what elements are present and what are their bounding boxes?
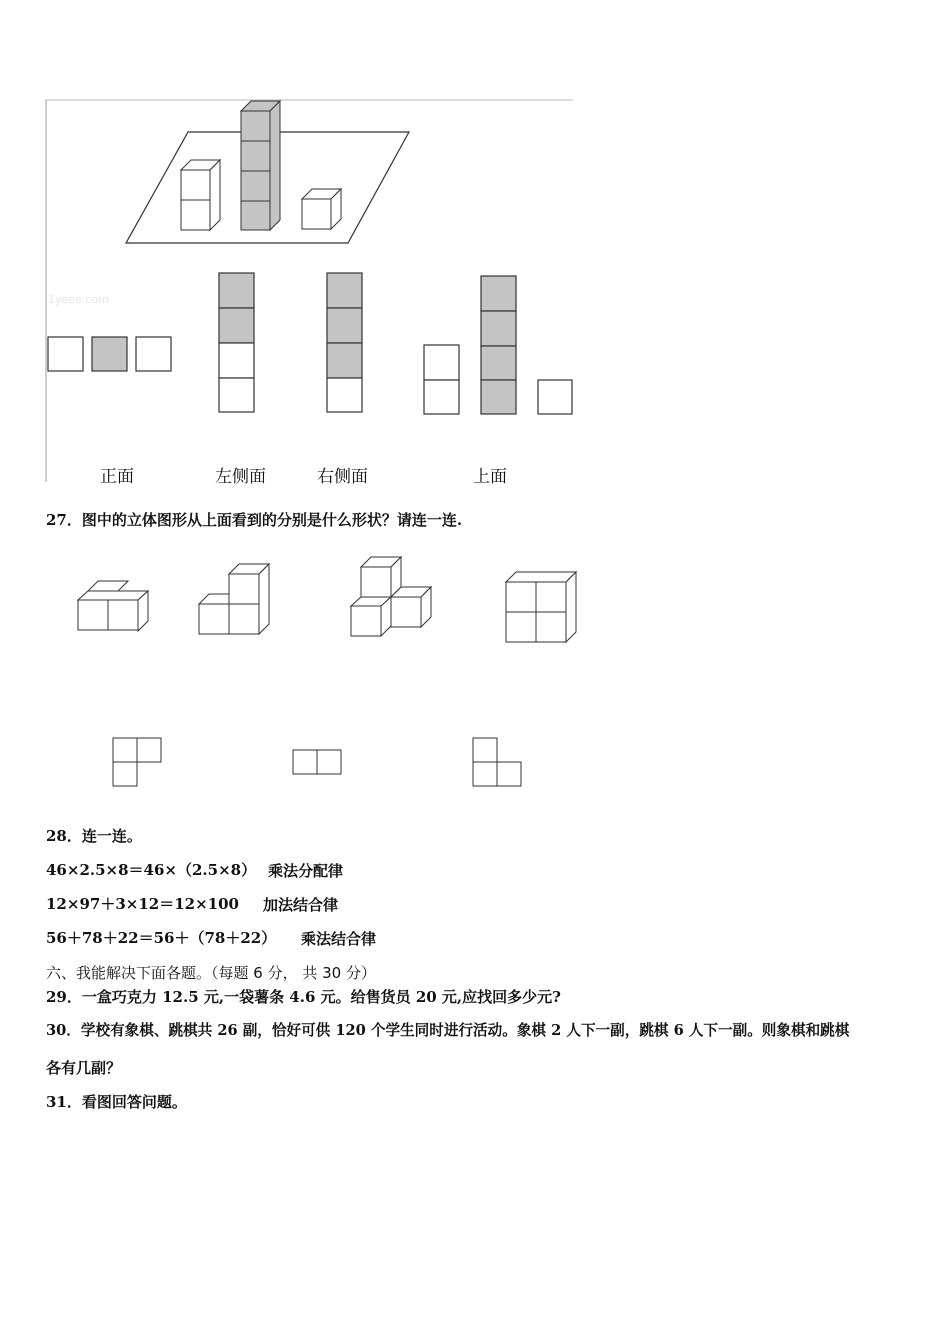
solid-c	[351, 557, 431, 636]
label-left-view: 左侧面	[215, 467, 266, 487]
question-30-line-1: 30．学校有象棋、跳棋共 26 副，恰好可供 120 个学生同时进行活动。象棋 2 人下一副，跳棋 6 人下一副。则象棋和跳棋	[46, 1022, 850, 1039]
label-right-view: 右侧面	[317, 467, 368, 487]
view-top	[424, 276, 572, 414]
cube-stack-right	[302, 189, 341, 229]
top-view-a	[113, 738, 161, 786]
solid-b	[199, 564, 269, 634]
q28-law-1: 乘法分配律	[268, 862, 344, 880]
top-view-b	[293, 750, 341, 774]
view-front	[48, 337, 171, 371]
solid-d	[506, 572, 576, 642]
label-top-view: 上面	[473, 467, 507, 487]
cube-stack-middle	[241, 101, 280, 230]
figure-views	[0, 0, 600, 490]
solid-a	[78, 581, 148, 631]
watermark: 1yeee.com	[48, 293, 109, 306]
question-27: 27．图中的立体图形从上面看到的分别是什么形状？请连一连.	[46, 511, 463, 529]
view-left-side	[219, 273, 254, 412]
cube-stack-left	[181, 160, 220, 230]
question-28: 28．连一连。	[46, 827, 142, 845]
q28-law-2: 加法结合律	[263, 896, 339, 914]
q28-law-3: 乘法结合律	[301, 930, 377, 948]
q28-expression-2: 12×97＋3×12＝12×100	[46, 895, 239, 913]
question-30-line-2: 各有几副？	[46, 1059, 122, 1077]
figure-q27-drawing	[0, 540, 600, 800]
figure-q27	[0, 540, 600, 800]
figure-views-drawing	[0, 0, 600, 490]
question-31: 31．看图回答问题。	[46, 1093, 187, 1111]
view-right-side	[327, 273, 362, 412]
top-view-c	[473, 738, 521, 786]
label-front-view: 正面	[100, 467, 134, 487]
question-29: 29．一盒巧克力 12.5 元,一袋薯条 4.6 元。给售货员 20 元,应找回多少元?	[46, 988, 561, 1006]
q28-expression-1: 46×2.5×8＝46×（2.5×8）	[46, 861, 257, 879]
section-6-heading: 六、我能解决下面各题。（每题 6 分， 共 30 分）	[46, 964, 376, 982]
q28-expression-3: 56＋78＋22＝56＋（78＋22）	[46, 929, 277, 947]
